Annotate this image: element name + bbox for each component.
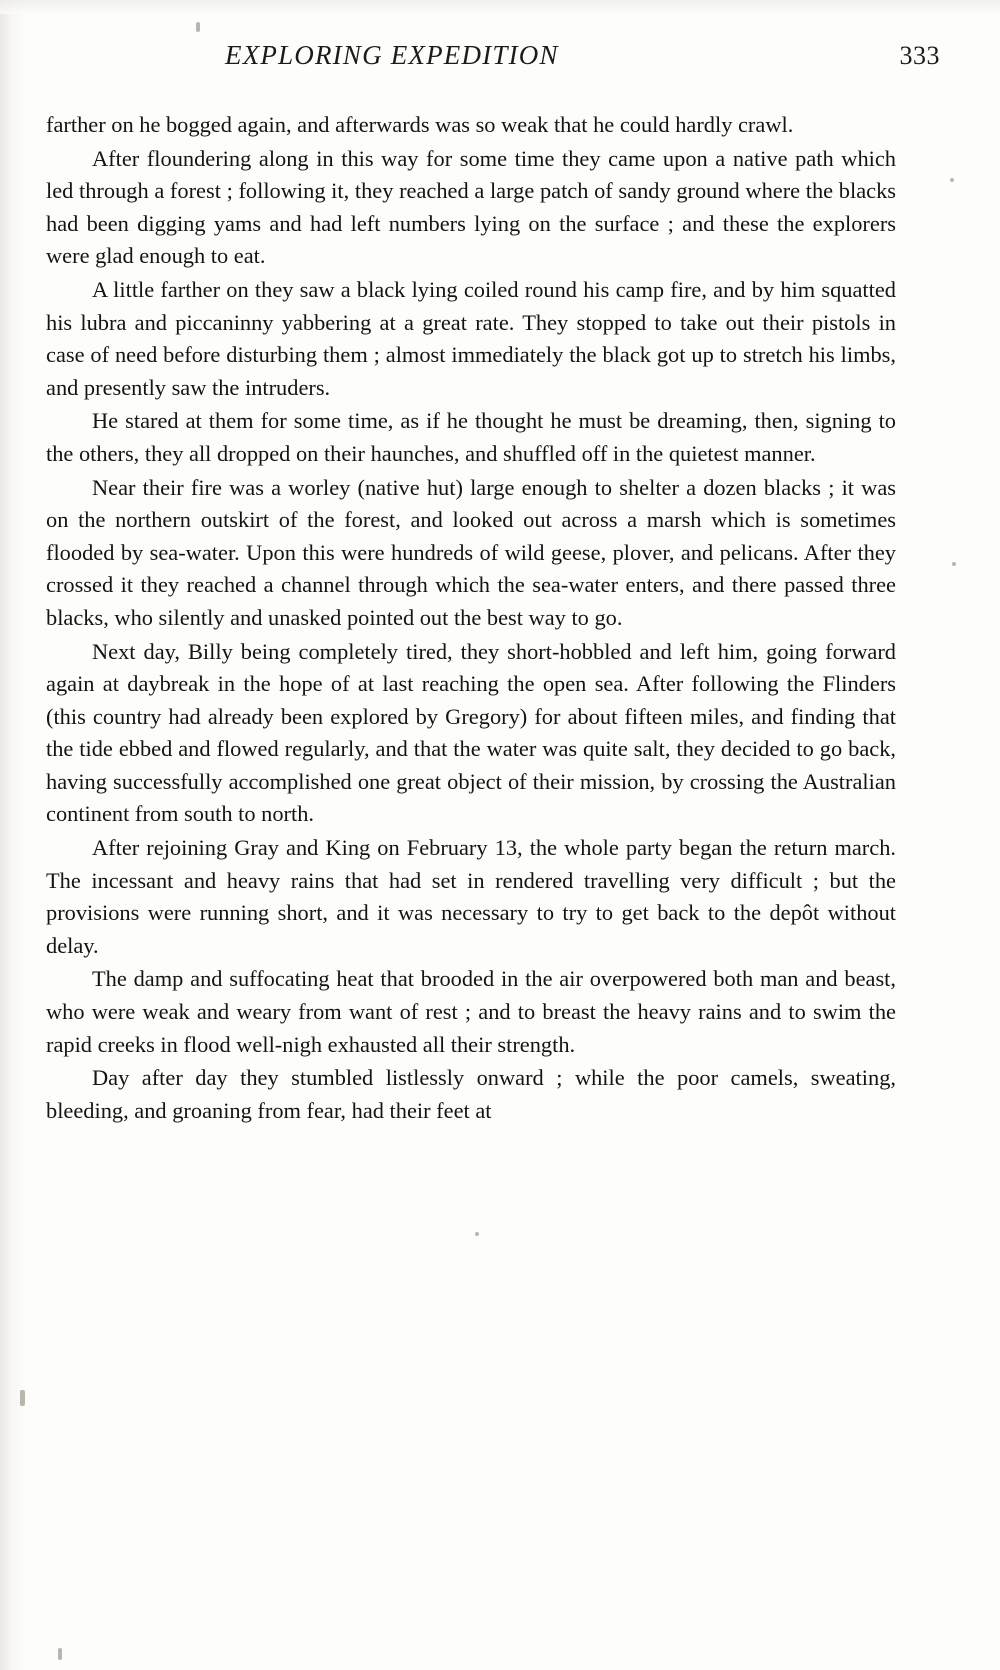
paragraph: Next day, Billy being completely tired, they short-hobbled and left him, going forward again at daybreak in the hope of at last reaching the open sea. After following the Flinders (this country had already been explored by Gregory) for about fifteen miles, and finding that the tide ebbed and flowed regularly, and that the water was quite salt, they decided to go back, having successfully accomplished one great object of their mission, by crossing the Australian continent from south to north. (46, 638, 896, 827)
page-content (40, 40, 960, 1128)
paragraph: Day after day they stumbled listlessly onward ; while the poor camels, sweating, bleeding, and groaning from fear, had their feet at (46, 1065, 896, 1123)
scan-speck (20, 1390, 25, 1406)
scan-edge-shadow-left (0, 0, 26, 1670)
scan-speck (475, 1232, 479, 1236)
paragraph: After rejoining Gray and King on February 13, the whole party began the return march. The incessant and heavy rains that had set in rendered travelling very difficult ; but the provisions were running short, and it was necessary to try to get back to the depôt without delay. (46, 835, 896, 958)
scan-edge-shadow-top (0, 0, 1000, 14)
paragraph: He stared at them for some time, as if he thought he must be dreaming, then, signing to the others, they all dropped on their haunches, and shuffled off in the quietest manner. (46, 408, 896, 466)
page-header (40, 40, 960, 71)
scan-speck (58, 1648, 62, 1660)
paragraph: Near their fire was a worley (native hut) large enough to shelter a dozen blacks ; it was on the northern outskirt of the forest, and looked out across a marsh which is sometimes flooded by sea-water. Upon this were hundreds of wild geese, plover, and pelicans. After they crossed it they reached a channel through which the sea-water enters, and there passed three blacks, who silently and unasked pointed out the best way to go. (46, 474, 896, 630)
paragraph: A little farther on they saw a black lying coiled round his camp fire, and by him squatted his lubra and piccaninny yabbering at a great rate. They stopped to take out their pistols in case of need before disturbing them ; almost immediately the black got up to stretch his limbs, and presently saw the intruders. (46, 276, 896, 400)
running-head: EXPLORING EXPEDITION (225, 40, 559, 70)
scan-speck (196, 22, 200, 32)
page-number: 333 (899, 41, 940, 70)
paragraph: The damp and suffocating heat that brooded in the air overpowered both man and beast, who were weak and weary from want of rest ; and to breast the heavy rains and to swim the rapid creeks in flood well-nigh exhausted all their strength. (46, 966, 896, 1057)
body-text (46, 109, 896, 1127)
paragraph: After floundering along in this way for some time they came upon a native path which led through a forest ; following it, they reached a large patch of sandy ground where the blacks had been digging yams and had left numbers lying on the surface ; and these the explorers were glad enough to eat. (46, 145, 896, 269)
paragraph: farther on he bogged again, and afterwards was so weak that he could hardly crawl. (46, 112, 794, 137)
